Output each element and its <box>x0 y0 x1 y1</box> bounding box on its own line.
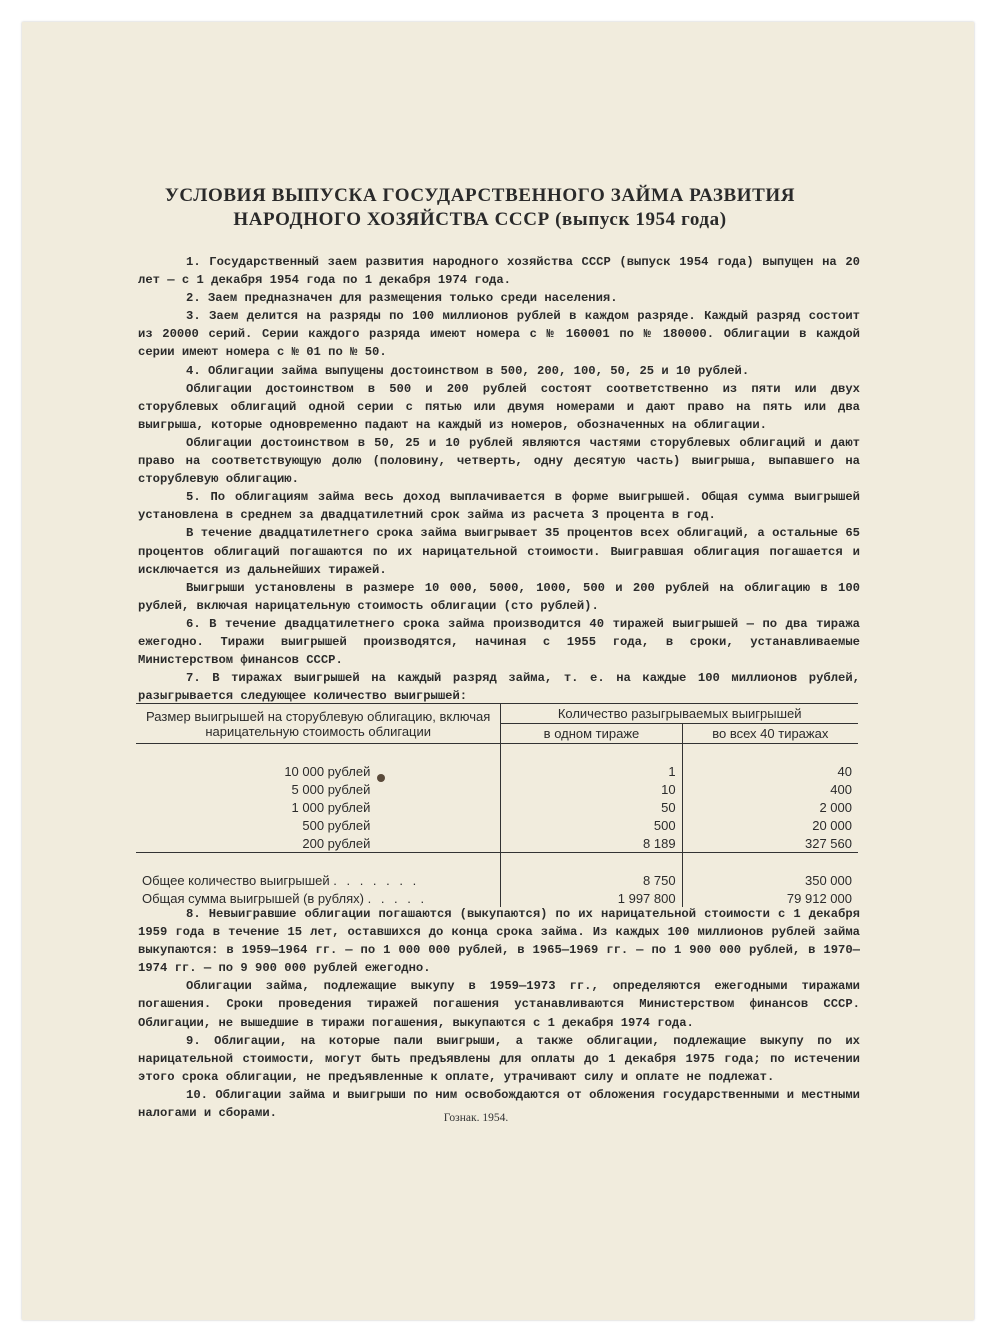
all-draws-count: 20 000 <box>682 816 858 834</box>
header-count-group: Количество разыгрываемых выигрышей <box>501 704 858 724</box>
table-header-row <box>136 704 858 724</box>
paragraph: 3. Заем делится на разряды по 100 миллионов рублей в каждом разряде. Каждый разряд состоит из 20000 серий. Серии каждого разряда имеют номера с № 160001 по № 180000. Облигации в каждой серии имеют номера с № 01 по № 50. <box>138 309 860 360</box>
leader-dots: . . . . . . . <box>333 872 420 888</box>
total-all-draws: 79 912 000 <box>682 889 858 907</box>
one-draw-count: 50 <box>501 798 682 816</box>
table-total-row <box>136 871 858 889</box>
total-one-draw: 1 997 800 <box>501 889 682 907</box>
conditions-text-part-2 <box>138 905 860 1122</box>
header-one-draw: в одном тираже <box>501 724 682 744</box>
leader-dots: . . . . . <box>367 890 428 906</box>
prize-size: 500 рублей <box>302 817 371 833</box>
conditions-text-part-1 <box>138 253 860 705</box>
paragraph: 1. Государственный заем развития народного хозяйства СССР (выпуск 1954 года) выпущен на 20 лет — с 1 декабря 1954 года по 1 декабря 1974 года. <box>138 255 860 288</box>
total-all-draws: 350 000 <box>682 871 858 889</box>
printer-imprint: Гознак. 1954. <box>443 1112 509 1124</box>
all-draws-count: 327 560 <box>682 834 858 853</box>
paragraph: 10. Облигации займа и выигрыши по ним освобождаются от обложения государственными и местными налогами и сборами. <box>138 1087 860 1121</box>
paragraph: 4. Облигации займа выпущены достоинством в 500, 200, 100, 50, 25 и 10 рублей. <box>186 363 750 378</box>
prize-size: 1 000 рублей <box>291 799 371 815</box>
title-line-1: УСЛОВИЯ ВЫПУСКА ГОСУДАРСТВЕННОГО ЗАЙМА РАЗВИТИЯ <box>164 185 796 206</box>
header-prize-size: Размер выигрышей на сторублевую облигацию, включая нарицательную стоимость облигации <box>136 704 501 744</box>
winnings-table <box>136 703 858 907</box>
total-one-draw: 8 750 <box>501 871 682 889</box>
paragraph: В течение двадцатилетнего срока займа выигрывает 35 процентов всех облигаций, а остальные 65 процентов облигаций погашаются по их нарицательной стоимости. Выигравшая облигация погашается и исключается из дальнейших тиражей. <box>138 526 860 577</box>
title-line-2: НАРОДНОГО ХОЗЯЙСТВА СССР (выпуск 1954 года) <box>233 209 727 230</box>
total-label <box>136 871 501 889</box>
prize-size: 10 000 рублей <box>284 763 371 779</box>
table-row <box>136 798 858 816</box>
paragraph: Облигации достоинством в 500 и 200 рублей состоят соответственно из пяти или двух сторублевых облигаций одной серии с пятью или двумя номерами и дают право на пять или два выигрыша, которые одновременно падают на каждый из номеров, обозначенных на облигации. <box>138 381 860 432</box>
paragraph: Облигации займа, подлежащие выкупу в 1959—1973 гг., определяются ежегодными тиражами погашения. Сроки проведения тиражей погашения устанавливаются Министерством финансов СССР. Облигации, не вышедшие в тиражи погашения, выкупаются с 1 декабря 1974 года. <box>138 979 860 1030</box>
prize-size: 200 рублей <box>136 834 501 853</box>
all-draws-count: 40 <box>682 762 858 780</box>
paragraph: 2. Заем предназначен для размещения только среди населения. <box>186 291 618 306</box>
paragraph: 9. Облигации, на которые пали выигрыши, а также облигации, подлежащие выкупу по их нарицательной стоимости, могут быть предъявлены для оплаты до 1 декабря 1975 года; по истечении этого срока облигации, не предъявленные к оплате, утрачивают силу и оплате не подлежат. <box>138 1033 860 1084</box>
all-draws-count: 2 000 <box>682 798 858 816</box>
one-draw-count: 500 <box>501 816 682 834</box>
paragraph: 6. В течение двадцатилетнего срока займа производится 40 тиражей выигрышей — по два тиража ежегодно. Тиражи выигрышей производятся, начиная с 1955 года, в сроки, устанавливаемые Министерством финансов СССР. <box>138 616 860 668</box>
paragraph: 8. Невыигравшие облигации погашаются (выкупаются) по их нарицательной стоимости с 1 декабря 1959 года в течение 15 лет, оставшихся до конца срока займа. Из каждых 100 миллионов рублей займа выкупаются: в 1959—1964 гг. — по 1 000 000 рублей, в 1965—1969 гг. — по 1 900 000 рублей, в 1970—1974 гг. — по 9 900 000 рублей ежегодно. <box>138 907 860 976</box>
one-draw-count: 8 189 <box>501 834 682 853</box>
paragraph: 7. В тиражах выигрышей на каждый разряд займа, т. е. на каждые 100 миллионов рублей, разыгрывается следующее количество выигрышей: <box>138 671 860 704</box>
total-label-text: Общее количество выигрышей <box>142 872 330 888</box>
document-title <box>130 184 830 232</box>
watermark-bottom <box>722 1172 743 1239</box>
prize-size: 5 000 рублей <box>291 781 371 797</box>
all-draws-count: 400 <box>682 780 858 798</box>
table-row <box>136 780 858 798</box>
header-all-draws: во всех 40 тиражах <box>682 724 858 744</box>
one-draw-count: 10 <box>501 780 682 798</box>
table-row <box>136 834 858 853</box>
table-row <box>136 762 858 780</box>
one-draw-count: 1 <box>501 762 682 780</box>
paragraph: 5. По облигациям займа весь доход выплачивается в форме выигрышей. Общая сумма выигрышей установлена в среднем за двадцатилетний срок займа из расчета 3 процента в год. <box>138 490 860 523</box>
paragraph: Выигрыши установлены в размере 10 000, 5000, 1000, 500 и 200 рублей на облигацию в 100 рублей, включая нарицательную стоимость облигации (сто рублей). <box>138 580 860 613</box>
paragraph: Облигации достоинством в 50, 25 и 10 рублей являются частями сторублевых облигаций и дают право на соответствующую долю (половину, четверть, одну десятую часть) выигрыша, выпавшего на сторублевую облигацию. <box>138 435 860 487</box>
total-label-text: Общая сумма выигрышей (в рублях) <box>142 890 364 906</box>
table-row <box>136 816 858 834</box>
